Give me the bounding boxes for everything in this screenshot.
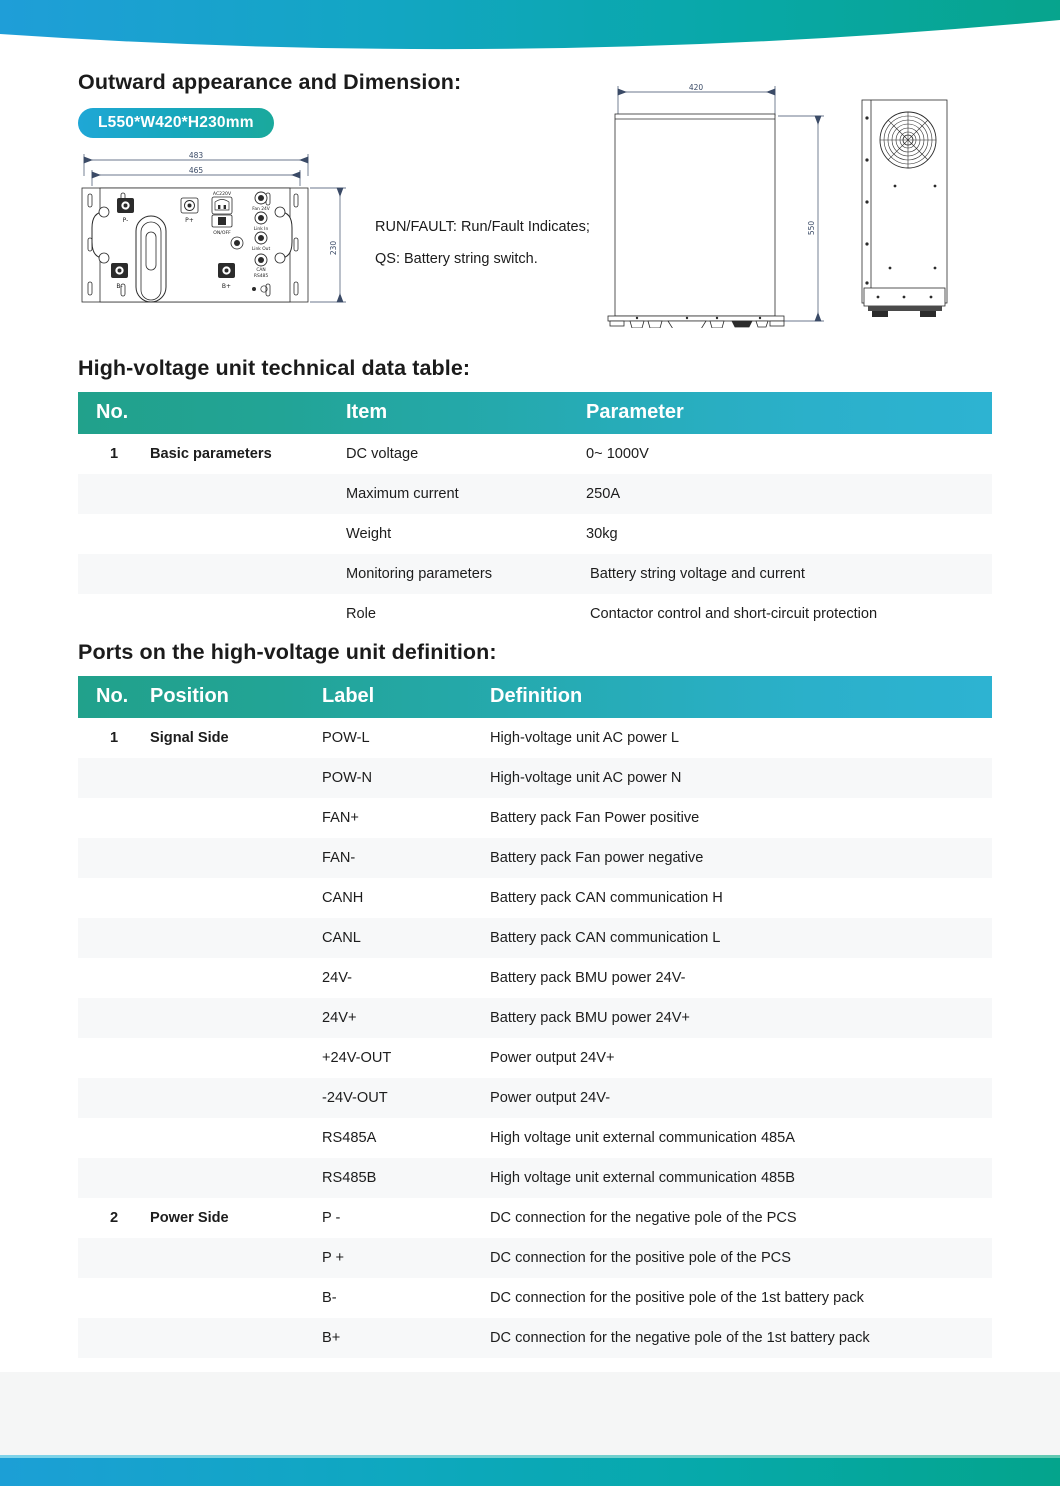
cell-definition: Battery pack Fan Power positive <box>462 798 992 838</box>
table-row <box>78 474 992 514</box>
cell-position <box>150 958 322 998</box>
table-row <box>78 718 992 758</box>
cell-definition: Battery pack BMU power 24V- <box>462 958 992 998</box>
cell-definition: DC connection for the negative pole of the PCS <box>462 1198 992 1238</box>
table-row <box>78 1078 992 1118</box>
tech-table-heading: High-voltage unit technical data table: <box>78 356 471 380</box>
cell-label: -24V-OUT <box>322 1078 462 1118</box>
svg-text:550: 550 <box>807 220 816 236</box>
cell-position: Signal Side <box>150 718 322 758</box>
table-row <box>78 758 992 798</box>
ports-table-heading: Ports on the high-voltage unit definition: <box>78 640 497 664</box>
front-panel-drawing <box>78 150 368 310</box>
cell-position <box>150 1078 322 1118</box>
cell-group <box>150 554 346 594</box>
svg-text:230: 230 <box>329 240 338 256</box>
cell-parameter: 30kg <box>586 514 992 554</box>
table-row <box>78 1038 992 1078</box>
cell-parameter: Contactor control and short-circuit protection <box>586 594 992 634</box>
cell-no <box>78 1278 150 1318</box>
th-item: Item <box>346 401 388 423</box>
table-row <box>78 1118 992 1158</box>
cell-position <box>150 1118 322 1158</box>
cell-label: P + <box>322 1238 462 1278</box>
cell-group <box>150 594 346 634</box>
svg-text:483: 483 <box>188 151 204 160</box>
cell-item: Weight <box>346 514 586 554</box>
ports-definition-table <box>78 676 992 1358</box>
th-label: Label <box>322 685 375 707</box>
cell-label: POW-N <box>322 758 462 798</box>
table-row <box>78 958 992 998</box>
note-qs: QS: Battery string switch. <box>375 251 538 267</box>
cell-label: RS485B <box>322 1158 462 1198</box>
cell-label: B+ <box>322 1318 462 1358</box>
dimension-badge: L550*W420*H230mm <box>78 108 274 138</box>
cell-definition: Battery pack Fan power negative <box>462 838 992 878</box>
cell-no <box>78 1078 150 1118</box>
ports-table-header-row <box>78 676 992 718</box>
tech-table-body <box>78 434 992 634</box>
cell-no <box>78 1318 150 1358</box>
svg-text:Fan 24V: Fan 24V <box>252 207 270 212</box>
cell-no <box>78 1158 150 1198</box>
cell-no <box>78 594 150 634</box>
cell-group <box>150 474 346 514</box>
tech-data-table <box>78 392 992 634</box>
svg-text:RS485: RS485 <box>253 274 269 279</box>
cell-definition: DC connection for the positive pole of the 1st battery pack <box>462 1278 992 1318</box>
cell-position <box>150 1038 322 1078</box>
cell-no <box>78 958 150 998</box>
ground-stud <box>231 237 243 249</box>
table-row <box>78 434 992 474</box>
cell-position <box>150 998 322 1038</box>
table-row <box>78 514 992 554</box>
th-position: Position <box>150 685 229 707</box>
cell-no: 1 <box>78 718 150 758</box>
cell-no <box>78 918 150 958</box>
cell-position <box>150 1238 322 1278</box>
th-parameter: Parameter <box>586 401 684 423</box>
cell-definition: Battery pack CAN communication L <box>462 918 992 958</box>
cell-no <box>78 1118 150 1158</box>
fan-grille-icon <box>880 112 936 168</box>
cell-label: +24V-OUT <box>322 1038 462 1078</box>
note-run-fault: RUN/FAULT: Run/Fault Indicates; <box>375 219 590 235</box>
cell-no <box>78 514 150 554</box>
cell-position <box>150 918 322 958</box>
cell-position <box>150 798 322 838</box>
svg-text:ON/OFF: ON/OFF <box>213 231 231 236</box>
table-row <box>78 878 992 918</box>
cell-label: FAN+ <box>322 798 462 838</box>
cell-definition: High voltage unit external communication 485B <box>462 1158 992 1198</box>
cell-label: CANL <box>322 918 462 958</box>
cell-no <box>78 1038 150 1078</box>
cell-definition: High voltage unit external communication 485A <box>462 1118 992 1158</box>
svg-text:Link Out: Link Out <box>251 247 271 252</box>
svg-text:P-: P- <box>122 217 129 224</box>
cell-definition: DC connection for the negative pole of the 1st battery pack <box>462 1318 992 1358</box>
svg-text:B-: B- <box>116 283 123 290</box>
top-banner-decoration <box>0 0 1060 62</box>
cell-item: Monitoring parameters <box>346 554 586 594</box>
th-group-spacer <box>150 392 346 434</box>
cell-position <box>150 878 322 918</box>
cell-label: RS485A <box>322 1118 462 1158</box>
cell-parameter: 250A <box>586 474 992 514</box>
table-row <box>78 1278 992 1318</box>
cell-label: B- <box>322 1278 462 1318</box>
cell-no <box>78 998 150 1038</box>
cell-parameter: 0~ 1000V <box>586 434 992 474</box>
svg-text:B+: B+ <box>221 283 232 290</box>
svg-text:420: 420 <box>688 83 704 92</box>
cell-no: 1 <box>78 434 150 474</box>
cell-definition: Battery pack CAN communication H <box>462 878 992 918</box>
svg-text:AC220V: AC220V <box>212 192 232 197</box>
table-row <box>78 798 992 838</box>
th-no: No. <box>96 685 129 707</box>
appearance-heading: Outward appearance and Dimension: <box>78 70 462 94</box>
bottom-gradient-bar <box>0 1458 1060 1486</box>
table-row <box>78 1198 992 1238</box>
cell-position <box>150 1278 322 1318</box>
cell-label: FAN- <box>322 838 462 878</box>
cell-no <box>78 1238 150 1278</box>
table-row <box>78 1318 992 1358</box>
cell-position <box>150 1158 322 1198</box>
cell-item: Role <box>346 594 586 634</box>
cell-group: Basic parameters <box>150 434 346 474</box>
cell-position <box>150 1318 322 1358</box>
cell-label: 24V- <box>322 958 462 998</box>
cell-label: P - <box>322 1198 462 1238</box>
cell-group <box>150 514 346 554</box>
cell-no <box>78 878 150 918</box>
cell-definition: High-voltage unit AC power L <box>462 718 992 758</box>
cell-definition: DC connection for the positive pole of the PCS <box>462 1238 992 1278</box>
cell-position <box>150 758 322 798</box>
cell-no <box>78 758 150 798</box>
cell-no <box>78 798 150 838</box>
cell-item: Maximum current <box>346 474 586 514</box>
svg-text:P+: P+ <box>185 217 194 224</box>
cell-definition: Power output 24V+ <box>462 1038 992 1078</box>
cell-position <box>150 838 322 878</box>
th-definition: Definition <box>490 685 583 707</box>
tech-table-header-row <box>78 392 992 434</box>
table-row <box>78 1238 992 1278</box>
svg-text:Link In: Link In <box>253 227 269 232</box>
table-row <box>78 998 992 1038</box>
table-row <box>78 554 992 594</box>
cell-no <box>78 838 150 878</box>
svg-text:CAN: CAN <box>256 268 266 273</box>
table-row <box>78 918 992 958</box>
th-no: No. <box>96 401 129 423</box>
cell-position: Power Side <box>150 1198 322 1238</box>
cell-no: 2 <box>78 1198 150 1238</box>
cell-definition: Power output 24V- <box>462 1078 992 1118</box>
cell-item: DC voltage <box>346 434 586 474</box>
cell-no <box>78 474 150 514</box>
bottom-gray-band <box>0 1372 1060 1462</box>
cell-parameter: Battery string voltage and current <box>586 554 992 594</box>
side-view-drawings <box>600 78 1000 328</box>
cell-label: 24V+ <box>322 998 462 1038</box>
table-row <box>78 838 992 878</box>
svg-text:465: 465 <box>188 166 204 175</box>
cell-no <box>78 554 150 594</box>
cell-definition: Battery pack BMU power 24V+ <box>462 998 992 1038</box>
ports-table-body <box>78 718 992 1358</box>
cell-label: POW-L <box>322 718 462 758</box>
cell-definition: High-voltage unit AC power N <box>462 758 992 798</box>
table-row <box>78 594 992 634</box>
cell-label: CANH <box>322 878 462 918</box>
table-row <box>78 1158 992 1198</box>
